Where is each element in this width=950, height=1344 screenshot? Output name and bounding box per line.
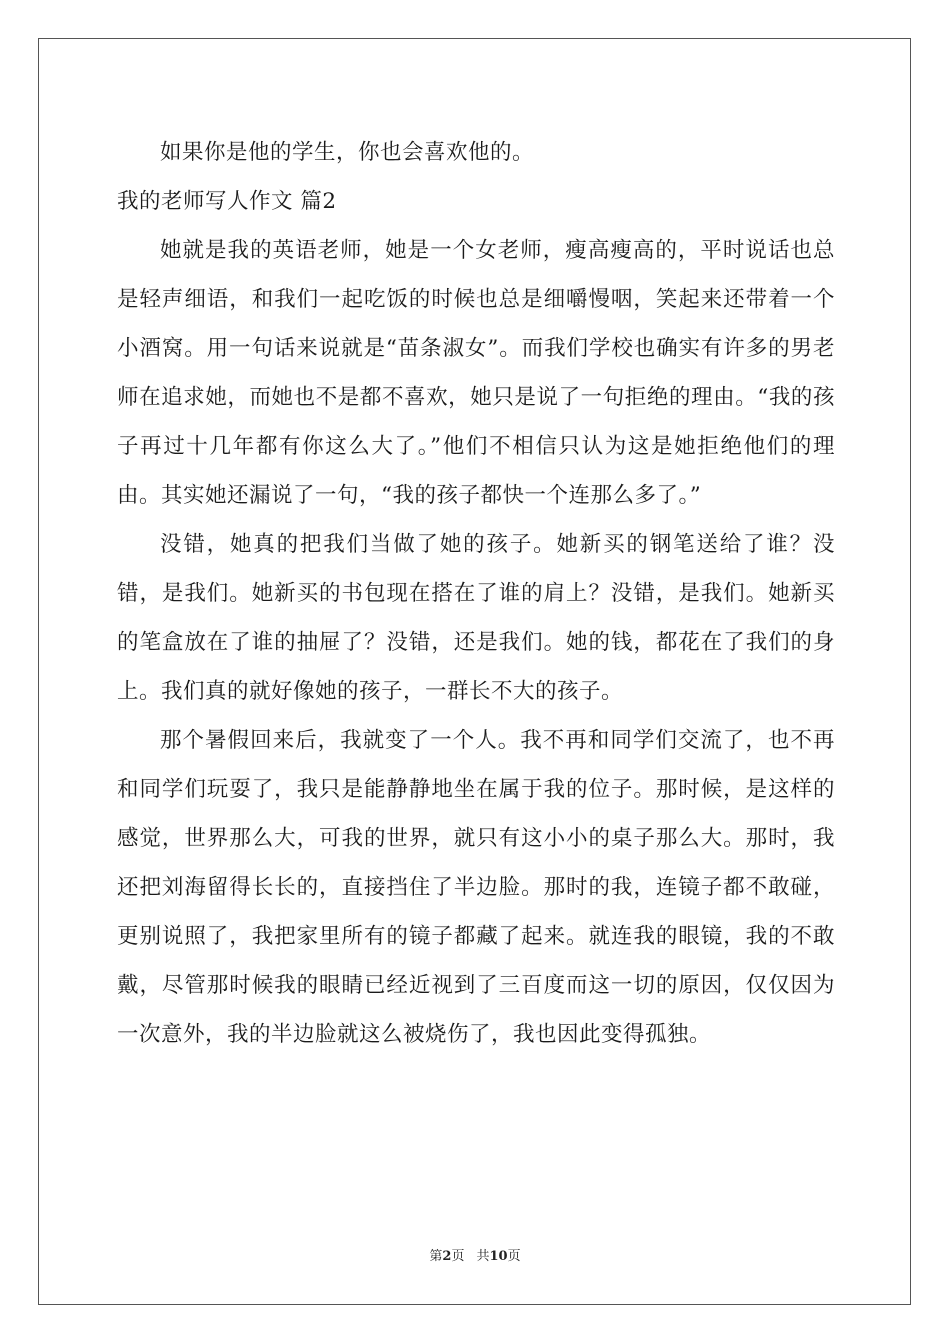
page-total: 10 <box>489 1249 508 1264</box>
page-prefix: 第 <box>429 1249 443 1264</box>
paragraph-gifts: 没错，她真的把我们当做了她的孩子。她新买的钢笔送给了谁？没错，是我们。她新买的书包现在搭在了谁的肩上？没错，是我们。她新买的笔盒放在了谁的抽屉了？没错，还是我们。她的钱，都花在了我们的身上。我们真的就好像她的孩子，一群长不大的孩子。 <box>117 532 835 704</box>
paragraph-intro: 如果你是他的学生，你也会喜欢他的。 <box>160 140 535 165</box>
page-current: 2 <box>442 1249 452 1264</box>
document-body <box>117 128 835 1059</box>
section-heading: 我的老师写人作文 篇2 <box>117 189 337 214</box>
total-prefix: 共 <box>476 1249 490 1264</box>
total-suffix: 页 <box>507 1249 521 1264</box>
paragraph-summer: 那个暑假回来后，我就变了一个人。我不再和同学们交流了，也不再和同学们玩耍了，我只是能静静地坐在属于我的位子。那时候，是这样的感觉，世界那么大，可我的世界，就只有这小小的桌子那么大。那时，我还把刘海留得长长的，直接挡住了半边脸。那时的我，连镜子都不敢碰，更别说照了，我把家里所有的镜子都藏了起来。就连我的眼镜，我的不敢戴，尽管那时候我的眼睛已经近视到了三百度而这一切的原因，仅仅因为一次意外，我的半边脸就这么被烧伤了，我也因此变得孤独。 <box>117 728 835 1047</box>
page-suffix: 页 <box>451 1249 465 1264</box>
paragraph-teacher-description: 她就是我的英语老师，她是一个女老师，瘦高瘦高的，平时说话也总是轻声细语，和我们一起吃饭的时候也总是细嚼慢咽，笑起来还带着一个小酒窝。用一句话来说就是“苗条淑女”。而我们学校也确实有许多的男老师在追求她，而她也不是都不喜欢，她只是说了一句拒绝的理由。“我的孩子再过十几年都有你这么大了。”他们不相信只认为这是她拒绝他们的理由。其实她还漏说了一句，“我的孩子都快一个连那么多了。” <box>117 238 835 508</box>
page-footer <box>0 1245 950 1264</box>
